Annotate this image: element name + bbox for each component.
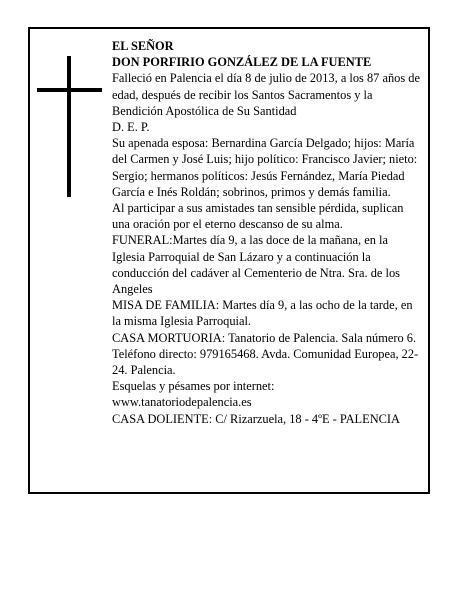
cross-icon xyxy=(67,56,71,197)
funeral-info: FUNERAL:Martes día 9, a las doce de la mañana, en la Iglesia Parroquial de San Lázaro y a continuación la conducción del cadáver al Cementerio de Ntra. Sra. de los Angeles xyxy=(112,233,400,297)
deceased-name: DON PORFIRIO GONZÁLEZ DE LA FUENTE xyxy=(112,55,372,70)
dep-line: D. E. P. xyxy=(112,120,150,135)
cross-icon-bar xyxy=(37,88,102,92)
obituary-text xyxy=(112,38,422,427)
death-details: Falleció en Palencia el día 8 de julio de 2013, a los 87 años de edad, después de recibir los Santos Sacramentos y la Bendición Apostólica de Su Santidad xyxy=(112,71,420,118)
family-home-info: CASA DOLIENTE: C/ Rizarzuela, 18 - 4ºE - PALENCIA xyxy=(112,411,400,426)
condolences-label: Esquelas y pésames por internet: xyxy=(112,379,275,394)
family-mass-info: MISA DE FAMILIA: Martes día 9, a las ocho de la tarde, en la misma Iglesia Parroquial. xyxy=(112,298,413,329)
prayer-request: Al participar a sus amistades tan sensible pérdida, suplican una oración por el eterno descanso de su alma. xyxy=(112,201,404,232)
family-list: Su apenada esposa: Bernardina García Delgado; hijos: María del Carmen y José Luis; hijo político: Francisco Javier; nieto: Sergio; hermanos políticos: Jesús Fernández, María Piedad García e Inés Roldán; sobrinos, primos y demás familia. xyxy=(112,136,418,199)
website-link[interactable]: www.tanatoriodepalencia.es xyxy=(112,395,252,410)
mortuary-info: CASA MORTUORIA: Tanatorio de Palencia. Sala número 6. Teléfono directo: 979165468. Avda. Comunidad Europea, 22-24. Palencia. xyxy=(112,330,419,378)
notice-heading: EL SEÑOR xyxy=(112,39,174,53)
